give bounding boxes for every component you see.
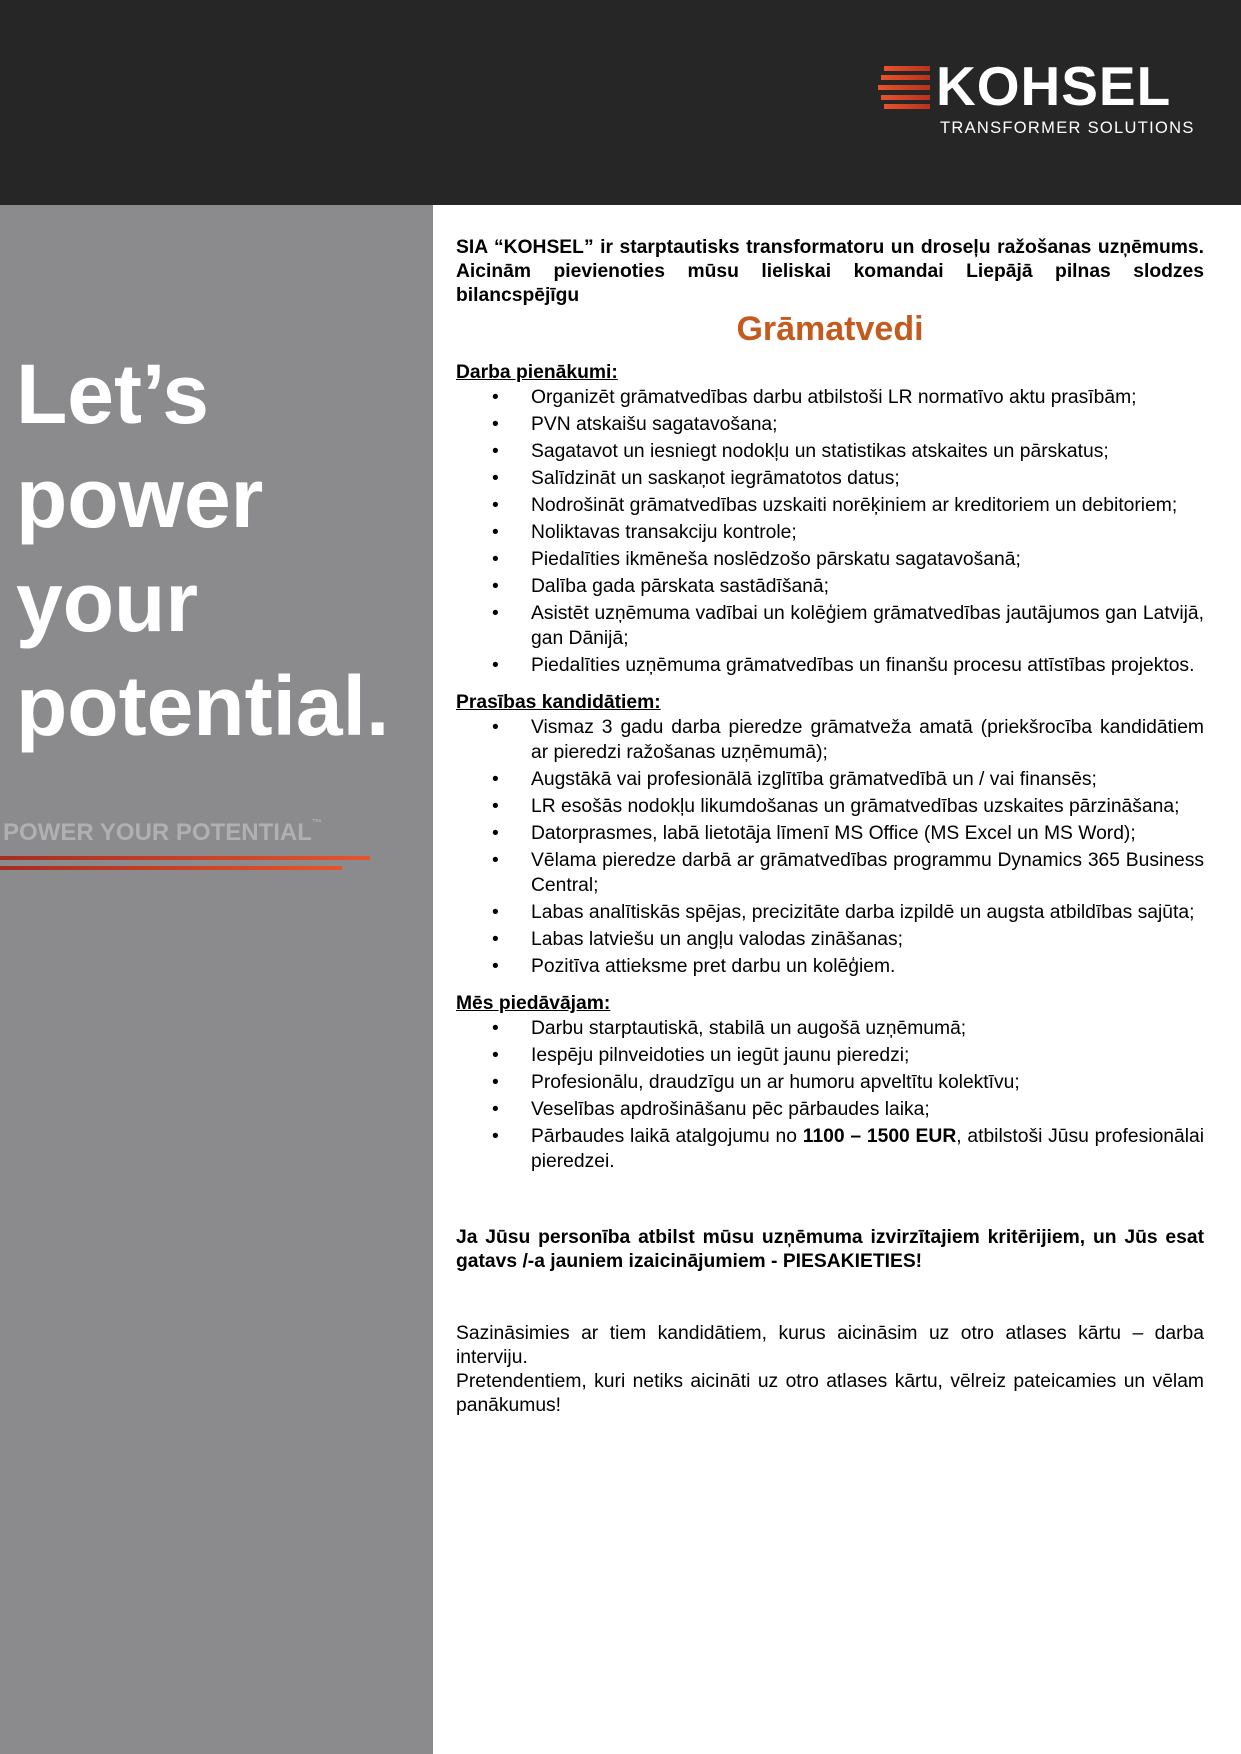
trademark-mark: ™ [311,818,322,829]
list-item: • Noliktavas transakciju kontrole; [456,520,1204,545]
contact-line: Sazināsimies ar tiem kandidātiem, kurus aicināsim uz otro atlases kārtu – darba interviju. [456,1323,1204,1368]
list-item: • Labas analītiskās spējas, precizitāte darba izpildē un augsta atbildības sajūta; [456,900,1204,925]
list-item: • Profesionālu, draudzīgu un ar humoru apveltītu kolektīvu; [456,1070,1204,1095]
section-heading-requirements: Prasības kandidātiem: [456,692,661,713]
list-item: • Piedalīties ikmēneša noslēdzošo pārskatu sagatavošanā; [456,547,1204,572]
requirements-list [456,715,1204,979]
salary-text-after: , atbilstoši Jūsu profesionālai pieredzei. [531,1126,1204,1172]
list-item: • Nodrošināt grāmatvedības uzskaiti norēķiniem ar kreditoriem un debitoriem; [456,493,1204,518]
list-item: • Datorprasmes, labā lietotāja līmenī MS Office (MS Excel un MS Word); [456,821,1204,846]
list-item: • Sagatavot un iesniegt nodokļu un statistikas atskaites un pārskatus; [456,439,1204,464]
section-heading-offer: Mēs piedāvājam: [456,993,611,1014]
salary-item [456,1124,1204,1174]
list-item: • Salīdzināt un saskaņot iegrāmatotos datus; [456,466,1204,491]
kohsel-logo [878,55,1195,150]
list-item: • Veselības apdrošināšanu pēc pārbaudes laika; [456,1097,1204,1122]
section-heading-duties: Darba pienākumi: [456,362,618,383]
list-item: • Augstākā vai profesionālā izglītība grāmatvedībā un / vai finansēs; [456,767,1204,792]
contact-line: Pretendentiem, kuri netiks aicināti uz otro atlases kārtu, vēlreiz pateicamies un vēlam panākumus! [456,1371,1204,1416]
list-item: • Iespēju pilnveidoties un iegūt jaunu pieredzi; [456,1043,1204,1068]
slogan-line: Let’s [16,347,209,441]
decorative-lines [0,856,380,876]
call-to-action: Ja Jūsu personība atbilst mūsu uzņēmuma izvirzītajiem kritērijiem, un Jūs esat gatavs /-a jauniem izaicinājumiem - PIESAKIETIES! [456,1227,1204,1272]
list-item: • PVN atskaišu sagatavošana; [456,412,1204,437]
slogan [16,342,389,758]
brand-name: KOHSEL [936,55,1172,117]
salary-text-before: Pārbaudes laikā atalgojumu no [531,1126,803,1147]
list-item: • Pozitīva attieksme pret darbu un kolēģiem. [456,954,1204,979]
list-item: • Vismaz 3 gadu darba pieredze grāmatveža amatā (priekšrocība kandidātiem ar pieredzi ražošanas uzņēmumā); [456,715,1204,765]
list-item: • Organizēt grāmatvedības darbu atbilstoši LR normatīvo aktu prasībām; [456,385,1204,410]
list-item: • LR esošās nodokļu likumdošanas un grāmatvedības uzskaites pārzināšana; [456,794,1204,819]
job-title: Grāmatvedi [736,310,924,348]
duties-list [456,385,1204,678]
brand-subtitle: TRANSFORMER SOLUTIONS [940,119,1195,137]
intro-paragraph: SIA “KOHSEL” ir starptautisks transformatoru un droseļu ražošanas uzņēmums. Aicinām pievienoties mūsu lieliskai komandai Liepājā pilnas slodzes bilancspējīgu [456,237,1204,306]
contact-note [456,1322,1204,1418]
slogan-line: your [16,555,199,649]
page-header [0,0,1241,205]
sidebar [0,205,433,1754]
list-item: • Asistēt uzņēmuma vadībai un kolēģiem grāmatvedības jautājumos gan Latvijā, gan Dānijā; [456,601,1204,651]
slogan-line: power [16,451,264,545]
stripes-icon [878,66,930,110]
list-item: • Dalība gada pārskata sastādīšanā; [456,574,1204,599]
offer-list [456,1016,1204,1174]
list-item: • Piedalīties uzņēmuma grāmatvedības un finanšu procesu attīstības projektos. [456,653,1204,678]
salary-amount: 1100 – 1500 EUR [802,1126,957,1147]
list-item: • Darbu starptautiskā, stabilā un augošā uzņēmumā; [456,1016,1204,1041]
list-item: • Labas latviešu un angļu valodas zināšanas; [456,927,1204,952]
tagline [3,809,322,848]
job-posting [456,236,1204,1418]
list-item: • Vēlama pieredze darbā ar grāmatvedības programmu Dynamics 365 Business Central; [456,848,1204,898]
tagline-text: POWER YOUR POTENTIAL [3,819,312,846]
slogan-line: potential. [16,659,390,753]
